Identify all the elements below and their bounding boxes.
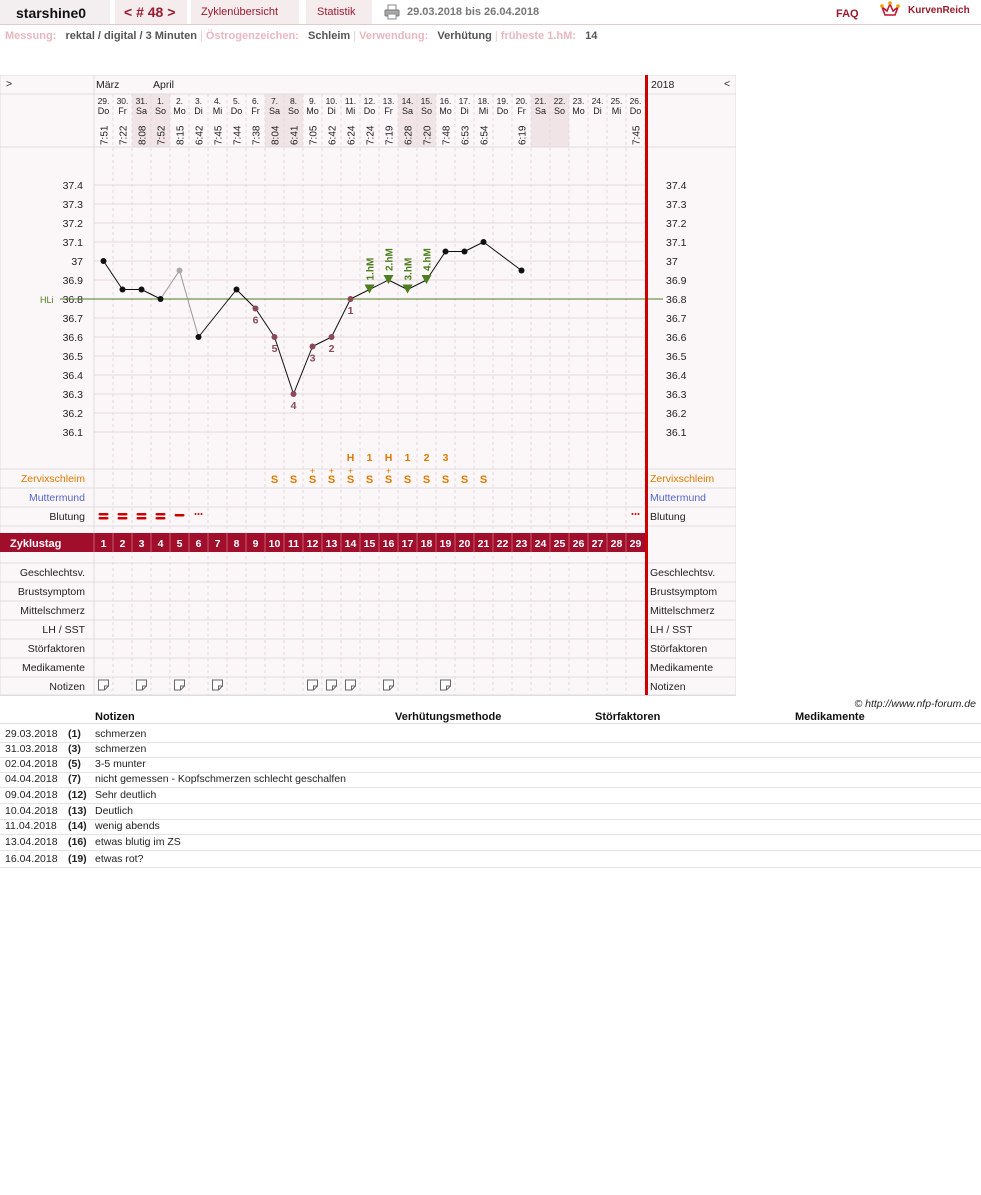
cycle-day-number: 8 bbox=[233, 538, 240, 550]
note-text: schmerzen bbox=[95, 743, 147, 755]
note-row bbox=[0, 771, 981, 788]
weekday-label: Fr bbox=[384, 106, 393, 116]
temp-point bbox=[310, 344, 316, 350]
zervix-symbol: S bbox=[327, 474, 336, 486]
weekday-label: Sa bbox=[135, 106, 148, 116]
note-day: (1) bbox=[68, 728, 81, 740]
low-count-label: 4 bbox=[290, 400, 297, 412]
weekday-label: Do bbox=[97, 106, 110, 116]
note-date: 11.04.2018 bbox=[5, 820, 57, 832]
cycle-nav[interactable] bbox=[115, 0, 187, 24]
note-row bbox=[0, 818, 981, 835]
crown-logo-icon[interactable] bbox=[880, 1, 900, 19]
cycle-day-number: 15 bbox=[363, 538, 376, 550]
note-text: Deutlich bbox=[95, 805, 133, 817]
month-label: April bbox=[153, 79, 175, 91]
hl-label: HLi bbox=[40, 295, 54, 305]
cycle-day-number: 26 bbox=[572, 538, 585, 550]
bleeding-heavy-mark bbox=[99, 517, 109, 520]
weekday-label: Do bbox=[629, 106, 642, 116]
weekday-label: Di bbox=[593, 106, 602, 116]
oestrogen-label: Östrogenzeichen: bbox=[205, 30, 299, 42]
zervix-symbol: S bbox=[289, 474, 298, 486]
temp-point bbox=[253, 306, 259, 312]
blutung-label-right: Blutung bbox=[650, 511, 686, 523]
cycle-day-number: 20 bbox=[458, 538, 471, 550]
temp-point bbox=[234, 287, 240, 293]
notizen-label-right: Notizen bbox=[650, 681, 686, 693]
bleeding-spot-mark bbox=[635, 513, 637, 515]
zervix-plus: + bbox=[347, 466, 354, 476]
date-label: 30. bbox=[116, 96, 129, 106]
y-tick-label-right: 36.5 bbox=[666, 351, 687, 363]
note-date: 10.04.2018 bbox=[5, 805, 58, 817]
date-label: 1. bbox=[156, 96, 165, 106]
temp-point bbox=[177, 268, 183, 274]
cycle-day-number: 9 bbox=[252, 538, 259, 550]
note-date: 02.04.2018 bbox=[5, 758, 58, 770]
cycle-day-number: 12 bbox=[306, 538, 319, 550]
geschlecht-label: Geschlechtsv. bbox=[19, 567, 85, 579]
temp-point bbox=[101, 258, 107, 264]
temp-point bbox=[120, 287, 126, 293]
cycle-day-number: 1 bbox=[100, 538, 107, 550]
y-tick-label-right: 37.3 bbox=[666, 199, 687, 211]
date-label: 9. bbox=[308, 96, 317, 106]
stoer-label-right: Störfaktoren bbox=[650, 643, 708, 655]
time-label: 7:24 bbox=[365, 125, 377, 145]
time-label: 7:44 bbox=[232, 125, 244, 145]
weekday-label: Di bbox=[460, 106, 469, 116]
fruehester-label: früheste 1.hM: bbox=[500, 30, 576, 42]
cycle-day-number: 22 bbox=[496, 538, 509, 550]
bleeding-heavy-mark bbox=[118, 513, 128, 516]
cycle-day-number: 7 bbox=[214, 538, 221, 550]
cycle-day-number: 23 bbox=[515, 538, 528, 550]
cycle-day-number: 17 bbox=[401, 538, 414, 550]
bleeding-heavy-mark bbox=[137, 513, 147, 516]
zervix-plus: + bbox=[385, 466, 392, 476]
weekday-label: Di bbox=[327, 106, 336, 116]
note-text: Sehr deutlich bbox=[95, 789, 157, 801]
date-label: 16. bbox=[439, 96, 452, 106]
measurement-info: Messung: rektal / digital / 3 Minuten | Östrogenzeichen: Schleim | Verwendung: Verhütung | früheste 1.hM: 14 bbox=[5, 30, 598, 42]
lh-label-right: LH / SST bbox=[650, 624, 693, 636]
y-tick-label-left: 36.9 bbox=[62, 275, 83, 287]
blutung-label: Blutung bbox=[49, 511, 85, 523]
y-tick-label-left: 37.3 bbox=[62, 199, 83, 211]
cycle-day-number: 24 bbox=[534, 538, 547, 550]
tab-zyklenuebersicht[interactable] bbox=[191, 0, 299, 24]
low-count-label: 6 bbox=[252, 314, 259, 327]
y-tick-label-left: 37.2 bbox=[62, 218, 83, 230]
date-label: 20. bbox=[515, 96, 528, 106]
weekday-label: Do bbox=[230, 106, 243, 116]
temp-point bbox=[291, 391, 297, 397]
zervix-symbol: S bbox=[346, 474, 355, 486]
header-divider bbox=[0, 24, 981, 25]
lh-label: LH / SST bbox=[42, 624, 85, 636]
copyright: © http://www.nfp-forum.de bbox=[854, 698, 976, 710]
time-label: 6:24 bbox=[346, 125, 358, 145]
low-count-label: 1 bbox=[347, 305, 354, 317]
time-label: 7:48 bbox=[441, 125, 453, 145]
weekday-label: So bbox=[553, 106, 566, 116]
tab-statistik[interactable] bbox=[306, 0, 372, 24]
brust-label: Brustsymptom bbox=[17, 586, 85, 598]
date-label: 24. bbox=[591, 96, 604, 106]
notes-header-stoerfaktoren: Störfaktoren bbox=[595, 711, 661, 723]
cycle-day-number: 5 bbox=[176, 538, 183, 550]
note-date: 09.04.2018 bbox=[5, 789, 58, 801]
bleeding-spot-mark bbox=[198, 513, 200, 515]
note-date: 29.03.2018 bbox=[5, 728, 58, 740]
bleeding-heavy-mark bbox=[156, 513, 166, 516]
username: starshine0 bbox=[16, 5, 87, 21]
bleeding-heavy-mark bbox=[118, 517, 128, 520]
zervix-symbol: S bbox=[479, 474, 488, 486]
y-tick-label-left: 37 bbox=[71, 256, 83, 268]
notes-header-notizen: Notizen bbox=[95, 711, 135, 723]
time-label: 6:54 bbox=[479, 125, 491, 145]
cycle-day-number: 6 bbox=[195, 538, 202, 550]
cycle-day-number: 3 bbox=[138, 538, 145, 550]
note-date: 31.03.2018 bbox=[5, 743, 58, 755]
temp-point bbox=[272, 334, 278, 340]
notizen-label: Notizen bbox=[49, 681, 85, 693]
temp-point bbox=[329, 334, 335, 340]
bleeding-spot-mark bbox=[195, 513, 197, 515]
y-tick-label-left: 36.4 bbox=[62, 370, 83, 382]
y-tick-label-left: 37.1 bbox=[62, 237, 83, 249]
y-tick-label-left: 36.1 bbox=[62, 427, 83, 439]
y-tick-label-right: 36.8 bbox=[666, 294, 687, 306]
bleeding-heavy-mark bbox=[99, 513, 109, 516]
note-date: 13.04.2018 bbox=[5, 836, 58, 848]
faq-link[interactable]: FAQ bbox=[836, 8, 859, 20]
zervix-plus: + bbox=[328, 466, 335, 476]
note-date: 04.04.2018 bbox=[5, 773, 58, 785]
weekday-label: Di bbox=[194, 106, 203, 116]
today-line bbox=[645, 75, 648, 695]
y-tick-label-left: 36.2 bbox=[62, 408, 83, 420]
bleeding-spot-mark bbox=[638, 513, 640, 515]
time-label: 8:08 bbox=[137, 125, 149, 145]
messung-label: Messung: bbox=[5, 30, 57, 42]
cycle-day-number: 4 bbox=[157, 538, 164, 550]
date-label: 15. bbox=[420, 96, 433, 106]
weekday-label: So bbox=[420, 106, 433, 116]
geschlecht-label-right: Geschlechtsv. bbox=[650, 567, 716, 579]
date-label: 8. bbox=[289, 96, 298, 106]
nav-next-arrow[interactable]: < bbox=[724, 78, 731, 90]
date-label: 2. bbox=[175, 96, 184, 106]
date-label: 4. bbox=[213, 96, 222, 106]
weekday-label: Mo bbox=[439, 106, 452, 116]
cycle-day-number: 27 bbox=[591, 538, 604, 550]
mittel-label: Mittelschmerz bbox=[20, 605, 85, 617]
cycle-day-number: 16 bbox=[382, 538, 395, 550]
note-date: 16.04.2018 bbox=[5, 853, 58, 865]
low-count-label: 5 bbox=[271, 343, 278, 355]
zyklustag-label: Zyklustag bbox=[10, 538, 62, 550]
note-day: (5) bbox=[68, 758, 81, 770]
y-tick-label-right: 36.4 bbox=[666, 370, 687, 382]
date-label: 17. bbox=[458, 96, 471, 106]
y-tick-label-right: 37.2 bbox=[666, 218, 687, 230]
time-label: 6:42 bbox=[194, 125, 206, 145]
cycle-day-number: 2 bbox=[119, 538, 126, 550]
date-label: 25. bbox=[610, 96, 623, 106]
low-count-label: 3 bbox=[309, 352, 316, 365]
cycle-nav-label[interactable]: < # 48 > bbox=[124, 4, 176, 20]
y-tick-label-left: 36.6 bbox=[62, 332, 83, 344]
note-day: (19) bbox=[68, 853, 87, 865]
time-label: 8:04 bbox=[270, 125, 282, 145]
weekday-label: Mo bbox=[306, 106, 319, 116]
note-day: (12) bbox=[68, 789, 87, 801]
weekday-label: So bbox=[154, 106, 167, 116]
year-label: 2018 bbox=[651, 79, 675, 91]
y-tick-label-left: 36.5 bbox=[62, 351, 83, 363]
stoer-label: Störfaktoren bbox=[27, 643, 85, 655]
date-label: 21. bbox=[534, 96, 547, 106]
medi-label-right: Medikamente bbox=[650, 662, 714, 674]
notes-header-medikamente: Medikamente bbox=[795, 711, 865, 723]
notes-header-divider bbox=[0, 723, 981, 724]
zervix-symbol: S bbox=[441, 474, 450, 486]
date-label: 3. bbox=[194, 96, 203, 106]
date-label: 26. bbox=[629, 96, 642, 106]
mucus-code: H bbox=[384, 452, 393, 464]
cycle-day-number: 28 bbox=[610, 538, 623, 550]
zervix-symbol: S bbox=[308, 474, 317, 486]
note-day: (13) bbox=[68, 805, 87, 817]
time-label: 7:51 bbox=[99, 125, 111, 145]
verwendung-label: Verwendung: bbox=[359, 30, 429, 42]
printer-icon[interactable] bbox=[384, 4, 400, 20]
weekday-label: Fr bbox=[118, 106, 127, 116]
date-label: 13. bbox=[382, 96, 395, 106]
date-label: 10. bbox=[325, 96, 338, 106]
zervix-plus: + bbox=[309, 466, 316, 476]
muttermund-label-right: Muttermund bbox=[650, 492, 707, 504]
weekday-label: Sa bbox=[401, 106, 414, 116]
high-temp-label: 2.hM bbox=[384, 248, 396, 271]
note-day: (16) bbox=[68, 836, 87, 848]
note-text: 3-5 munter bbox=[95, 758, 146, 770]
temp-point bbox=[481, 239, 487, 245]
cycle-day-number: 11 bbox=[287, 538, 300, 550]
muttermund-label: Muttermund bbox=[28, 492, 85, 504]
high-temp-label: 3.hM bbox=[403, 257, 415, 281]
bleeding-medium-mark bbox=[175, 514, 185, 517]
date-label: 12. bbox=[363, 96, 376, 106]
oestrogen-value: Schleim bbox=[308, 30, 351, 42]
date-label: 29. bbox=[97, 96, 110, 106]
y-tick-label-left: 37.4 bbox=[62, 180, 83, 192]
zervix-label: Zervixschleim bbox=[20, 473, 85, 485]
time-label: 7:38 bbox=[251, 125, 263, 145]
y-tick-label-left: 36.7 bbox=[62, 313, 83, 325]
time-label: 6:41 bbox=[289, 125, 301, 145]
zervix-symbol: S bbox=[384, 474, 393, 486]
note-day: (7) bbox=[68, 773, 81, 785]
cycle-day-number: 21 bbox=[477, 538, 490, 550]
date-label: 6. bbox=[251, 96, 260, 106]
weekday-label: Sa bbox=[268, 106, 281, 116]
bleeding-spot-mark bbox=[201, 513, 203, 515]
notes-header-verhuetung: Verhütungsmethode bbox=[395, 711, 502, 723]
time-label: 7:45 bbox=[631, 125, 643, 145]
y-tick-label-right: 36.9 bbox=[666, 275, 687, 287]
y-tick-label-left: 36.8 bbox=[62, 294, 83, 306]
weekday-label: Mi bbox=[611, 106, 622, 116]
cycle-day-number: 29 bbox=[629, 538, 642, 550]
note-text: etwas blutig im ZS bbox=[95, 836, 181, 848]
username-box bbox=[0, 0, 110, 24]
y-tick-label-right: 37.1 bbox=[666, 237, 687, 249]
y-tick-label-right: 36.6 bbox=[666, 332, 687, 344]
nav-prev-arrow[interactable]: > bbox=[6, 78, 13, 90]
weekday-label: Mo bbox=[173, 106, 186, 116]
weekday-label: Mi bbox=[212, 106, 223, 116]
brand-name[interactable]: KurvenReich bbox=[908, 5, 970, 16]
weekday-label: Fr bbox=[517, 106, 526, 116]
weekday-label: Sa bbox=[534, 106, 547, 116]
temp-point bbox=[158, 296, 164, 302]
y-tick-label-right: 37 bbox=[666, 256, 678, 268]
cycle-day-number: 19 bbox=[439, 538, 452, 550]
mucus-code: H bbox=[346, 452, 355, 464]
date-label: 19. bbox=[496, 96, 509, 106]
low-count-label: 2 bbox=[328, 343, 335, 355]
mucus-code: 1 bbox=[404, 452, 411, 464]
zervix-symbol: S bbox=[403, 474, 412, 486]
date-label: 14. bbox=[401, 96, 414, 106]
date-label: 31. bbox=[135, 96, 148, 106]
y-tick-label-right: 36.2 bbox=[666, 408, 687, 420]
y-tick-label-right: 36.3 bbox=[666, 389, 687, 401]
y-tick-label-right: 36.7 bbox=[666, 313, 687, 325]
date-label: 18. bbox=[477, 96, 490, 106]
temp-point bbox=[348, 296, 354, 302]
high-temp-label: 4.hM bbox=[422, 248, 434, 271]
cycle-day-number: 18 bbox=[420, 538, 433, 550]
weekday-label: Mi bbox=[345, 106, 356, 116]
note-text: wenig abends bbox=[95, 820, 160, 832]
mucus-code: 2 bbox=[423, 452, 430, 464]
zervix-symbol: S bbox=[460, 474, 469, 486]
note-text: nicht gemessen - Kopfschmerzen schlecht geschalfen bbox=[95, 773, 346, 785]
temp-point bbox=[443, 249, 449, 255]
date-label: 7. bbox=[270, 96, 279, 106]
date-label: 5. bbox=[232, 96, 241, 106]
note-day: (14) bbox=[68, 820, 87, 832]
zervix-symbol: S bbox=[422, 474, 431, 486]
cycle-day-number: 13 bbox=[325, 538, 338, 550]
time-label: 7:52 bbox=[156, 125, 168, 145]
date-label: 22. bbox=[553, 96, 566, 106]
cycle-day-number: 14 bbox=[344, 538, 357, 550]
note-text: schmerzen bbox=[95, 728, 147, 740]
high-temp-label: 1.hM bbox=[365, 257, 377, 281]
zervix-symbol: S bbox=[270, 474, 279, 486]
messung-value: rektal / digital / 3 Minuten bbox=[65, 30, 197, 42]
note-row bbox=[0, 851, 981, 868]
verwendung-value: Verhütung bbox=[437, 30, 492, 42]
brust-label-right: Brustsymptom bbox=[650, 586, 718, 598]
time-label: 6:28 bbox=[403, 125, 415, 145]
time-label: 7:22 bbox=[118, 125, 130, 145]
time-label: 6:53 bbox=[460, 125, 472, 145]
weekday-label: So bbox=[287, 106, 300, 116]
note-day: (3) bbox=[68, 743, 81, 755]
note-row bbox=[0, 787, 981, 804]
mucus-code: 3 bbox=[442, 452, 449, 464]
temp-point bbox=[196, 334, 202, 340]
temp-point bbox=[519, 268, 525, 274]
weekday-label: Fr bbox=[251, 106, 260, 116]
tab-statistik-label[interactable]: Statistik bbox=[317, 6, 356, 18]
time-label: 7:05 bbox=[308, 125, 320, 145]
temperature-chart bbox=[0, 75, 736, 696]
note-text: etwas rot? bbox=[95, 853, 144, 865]
weekday-label: Do bbox=[363, 106, 376, 116]
mittel-label-right: Mittelschmerz bbox=[650, 605, 715, 617]
bleeding-heavy-mark bbox=[156, 517, 166, 520]
medi-label: Medikamente bbox=[21, 662, 85, 674]
date-range: 29.03.2018 bis 26.04.2018 bbox=[407, 6, 540, 18]
weekday-label: Mi bbox=[478, 106, 489, 116]
time-label: 7:45 bbox=[213, 125, 225, 145]
cycle-day-number: 25 bbox=[553, 538, 566, 550]
mucus-code: 1 bbox=[366, 452, 373, 464]
time-label: 7:19 bbox=[384, 125, 396, 145]
time-label: 8:15 bbox=[175, 125, 187, 145]
bleeding-spot-mark bbox=[632, 513, 634, 515]
fruehester-value: 14 bbox=[585, 30, 598, 42]
date-label: 23. bbox=[572, 96, 585, 106]
zervix-label-right: Zervixschleim bbox=[650, 473, 715, 485]
date-label: 11. bbox=[344, 96, 357, 106]
note-row bbox=[0, 834, 981, 851]
zervix-symbol: S bbox=[365, 474, 374, 486]
y-tick-label-right: 36.1 bbox=[666, 427, 687, 439]
temp-point bbox=[139, 287, 145, 293]
month-label: März bbox=[96, 79, 120, 91]
temp-point bbox=[462, 249, 468, 255]
time-label: 6:19 bbox=[517, 125, 529, 145]
weekday-label: Do bbox=[496, 106, 509, 116]
time-label: 6:42 bbox=[327, 125, 339, 145]
tab-zyklenuebersicht-label[interactable]: Zyklenübersicht bbox=[201, 6, 279, 18]
y-tick-label-right: 37.4 bbox=[666, 180, 687, 192]
time-label: 7:20 bbox=[422, 125, 434, 145]
y-tick-label-left: 36.3 bbox=[62, 389, 83, 401]
cycle-day-number: 10 bbox=[268, 538, 281, 550]
bleeding-heavy-mark bbox=[137, 517, 147, 520]
weekday-label: Mo bbox=[572, 106, 585, 116]
